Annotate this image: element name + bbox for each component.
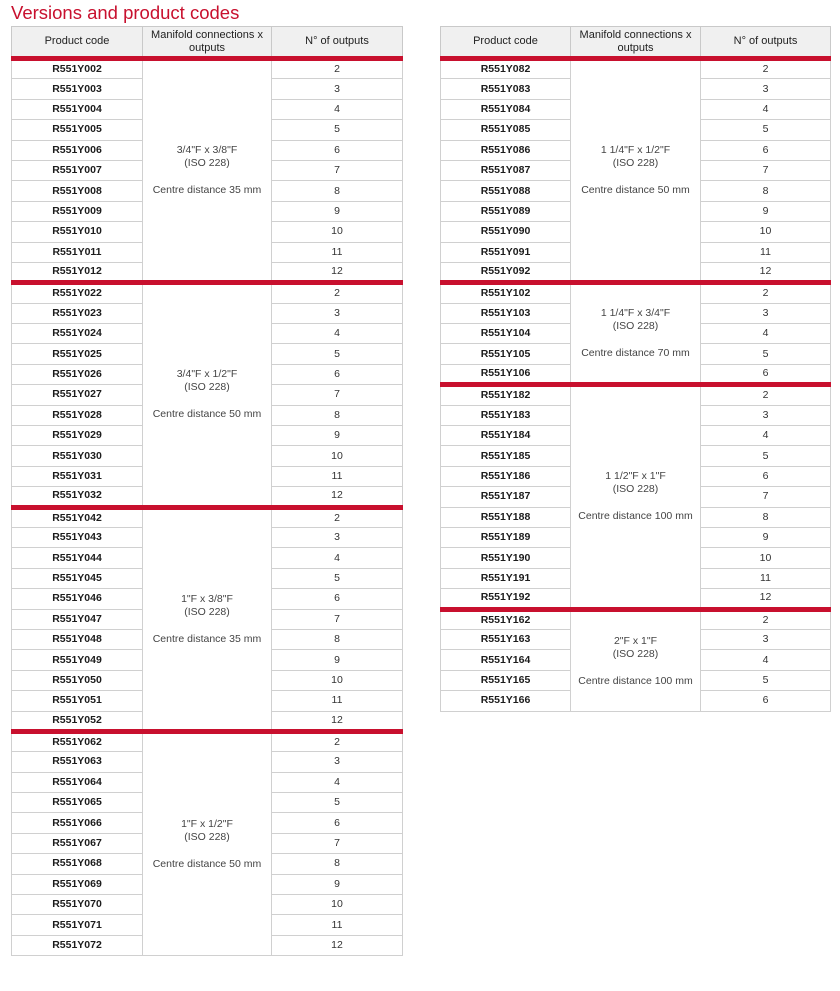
product-code-cell: R551Y010 (12, 222, 143, 242)
product-code-cell: R551Y082 (441, 59, 571, 79)
outputs-cell: 3 (701, 79, 831, 99)
outputs-cell: 9 (701, 201, 831, 221)
outputs-cell: 6 (701, 466, 831, 486)
outputs-cell: 5 (701, 446, 831, 466)
product-table-left (11, 26, 403, 956)
outputs-cell: 4 (272, 324, 403, 344)
outputs-cell: 7 (272, 160, 403, 180)
connection-size: 1"F x 3/8"F (181, 592, 233, 605)
product-code-cell: R551Y187 (441, 487, 571, 507)
centre-distance: Centre distance 35 mm (152, 632, 262, 645)
product-code-cell: R551Y184 (441, 426, 571, 446)
connection-size: 3/4"F x 1/2"F (176, 368, 238, 381)
outputs-cell: 11 (272, 915, 403, 935)
product-code-cell: R551Y030 (12, 446, 143, 466)
product-code-cell: R551Y183 (441, 405, 571, 425)
product-code-cell: R551Y028 (12, 405, 143, 425)
connection-standard: (ISO 228) (612, 157, 659, 170)
spacer (147, 619, 267, 633)
product-code-cell: R551Y007 (12, 160, 143, 180)
outputs-cell: 12 (272, 711, 403, 731)
connection-size: 1"F x 1/2"F (181, 818, 233, 831)
product-code-cell: R551Y045 (12, 568, 143, 588)
outputs-cell: 2 (272, 283, 403, 303)
product-code-cell: R551Y185 (441, 446, 571, 466)
header-connections: Manifold connections x outputs (143, 27, 272, 59)
outputs-cell: 10 (272, 670, 403, 690)
product-code-cell: R551Y027 (12, 385, 143, 405)
outputs-cell: 9 (272, 650, 403, 670)
product-code-cell: R551Y050 (12, 670, 143, 690)
outputs-cell: 2 (272, 731, 403, 751)
product-code-cell: R551Y186 (441, 466, 571, 486)
product-code-cell: R551Y192 (441, 589, 571, 609)
spacer (575, 170, 696, 184)
header-outputs: N° of outputs (272, 27, 403, 59)
product-code-cell: R551Y052 (12, 711, 143, 731)
product-code-cell: R551Y004 (12, 99, 143, 119)
connections-cell (143, 731, 272, 955)
header-product-code: Product code (12, 27, 143, 59)
connection-size: 1 1/4"F x 3/4"F (600, 307, 671, 320)
product-code-cell: R551Y106 (441, 364, 571, 384)
outputs-cell: 9 (272, 426, 403, 446)
product-code-cell: R551Y182 (441, 385, 571, 405)
outputs-cell: 11 (272, 691, 403, 711)
header-outputs: N° of outputs (701, 27, 831, 59)
product-code-cell: R551Y072 (12, 935, 143, 955)
outputs-cell: 11 (701, 242, 831, 262)
connection-size: 1 1/4"F x 1/2"F (600, 144, 671, 157)
centre-distance: Centre distance 100 mm (578, 510, 693, 523)
connection-standard: (ISO 228) (612, 647, 659, 660)
outputs-cell: 6 (701, 364, 831, 384)
outputs-cell: 8 (272, 181, 403, 201)
outputs-cell: 9 (701, 527, 831, 547)
connections-cell (571, 385, 701, 609)
product-code-cell: R551Y011 (12, 242, 143, 262)
spacer (575, 333, 696, 347)
product-code-cell: R551Y087 (441, 160, 571, 180)
outputs-cell: 4 (701, 324, 831, 344)
product-code-cell: R551Y067 (12, 833, 143, 853)
product-code-cell: R551Y166 (441, 691, 571, 711)
table-row (12, 507, 403, 527)
product-code-cell: R551Y002 (12, 59, 143, 79)
product-code-cell: R551Y066 (12, 813, 143, 833)
product-code-cell: R551Y092 (441, 262, 571, 282)
spacer (147, 170, 267, 184)
centre-distance: Centre distance 100 mm (578, 674, 693, 687)
outputs-cell: 3 (701, 405, 831, 425)
product-code-cell: R551Y164 (441, 650, 571, 670)
product-code-cell: R551Y032 (12, 487, 143, 507)
connection-size: 1 1/2"F x 1"F (605, 470, 666, 483)
outputs-cell: 4 (272, 548, 403, 568)
spacer (575, 661, 696, 675)
outputs-cell: 12 (701, 262, 831, 282)
table-row (12, 283, 403, 303)
outputs-cell: 9 (272, 874, 403, 894)
table-row (441, 609, 831, 629)
outputs-cell: 4 (701, 426, 831, 446)
outputs-cell: 5 (701, 120, 831, 140)
outputs-cell: 8 (701, 507, 831, 527)
connections-cell (143, 59, 272, 283)
header-row (12, 27, 403, 59)
header-connections: Manifold connections x outputs (571, 27, 701, 59)
outputs-cell: 7 (272, 609, 403, 629)
outputs-cell: 11 (272, 242, 403, 262)
product-code-cell: R551Y003 (12, 79, 143, 99)
product-code-cell: R551Y065 (12, 793, 143, 813)
product-code-cell: R551Y090 (441, 222, 571, 242)
connection-size: 3/4"F x 3/8"F (176, 144, 238, 157)
outputs-cell: 7 (701, 487, 831, 507)
product-code-cell: R551Y024 (12, 324, 143, 344)
product-code-cell: R551Y084 (441, 99, 571, 119)
outputs-cell: 3 (701, 629, 831, 649)
outputs-cell: 11 (701, 568, 831, 588)
product-code-cell: R551Y009 (12, 201, 143, 221)
product-code-cell: R551Y165 (441, 670, 571, 690)
outputs-cell: 2 (701, 59, 831, 79)
outputs-cell: 12 (272, 487, 403, 507)
connections-cell (143, 507, 272, 731)
outputs-cell: 3 (272, 303, 403, 323)
product-code-cell: R551Y089 (441, 201, 571, 221)
product-code-cell: R551Y023 (12, 303, 143, 323)
outputs-cell: 11 (272, 466, 403, 486)
outputs-cell: 5 (272, 568, 403, 588)
outputs-cell: 4 (701, 99, 831, 119)
product-code-cell: R551Y005 (12, 120, 143, 140)
product-code-cell: R551Y070 (12, 895, 143, 915)
product-code-cell: R551Y042 (12, 507, 143, 527)
product-code-cell: R551Y091 (441, 242, 571, 262)
outputs-cell: 4 (272, 772, 403, 792)
product-code-cell: R551Y071 (12, 915, 143, 935)
product-code-cell: R551Y102 (441, 283, 571, 303)
outputs-cell: 12 (272, 935, 403, 955)
product-code-cell: R551Y088 (441, 181, 571, 201)
table-row (12, 59, 403, 79)
centre-distance: Centre distance 50 mm (152, 858, 262, 871)
product-code-cell: R551Y069 (12, 874, 143, 894)
product-code-cell: R551Y083 (441, 79, 571, 99)
product-code-cell: R551Y105 (441, 344, 571, 364)
table-body (441, 59, 831, 712)
outputs-cell: 8 (272, 405, 403, 425)
connection-standard: (ISO 228) (612, 320, 659, 333)
product-code-cell: R551Y086 (441, 140, 571, 160)
header-row (441, 27, 831, 59)
product-table-right (440, 26, 831, 712)
connections-cell (571, 609, 701, 711)
product-code-cell: R551Y047 (12, 609, 143, 629)
product-code-cell: R551Y085 (441, 120, 571, 140)
product-code-cell: R551Y026 (12, 364, 143, 384)
product-code-cell: R551Y188 (441, 507, 571, 527)
product-code-cell: R551Y046 (12, 589, 143, 609)
product-code-cell: R551Y190 (441, 548, 571, 568)
product-code-cell: R551Y162 (441, 609, 571, 629)
outputs-cell: 7 (272, 833, 403, 853)
outputs-cell: 2 (701, 283, 831, 303)
outputs-cell: 2 (272, 507, 403, 527)
table-row (12, 731, 403, 751)
product-code-cell: R551Y025 (12, 344, 143, 364)
outputs-cell: 5 (272, 793, 403, 813)
outputs-cell: 10 (272, 895, 403, 915)
outputs-cell: 8 (701, 181, 831, 201)
table-row (441, 283, 831, 303)
outputs-cell: 9 (272, 201, 403, 221)
product-code-cell: R551Y189 (441, 527, 571, 547)
product-code-cell: R551Y063 (12, 752, 143, 772)
product-code-cell: R551Y048 (12, 629, 143, 649)
centre-distance: Centre distance 50 mm (581, 184, 690, 197)
centre-distance: Centre distance 70 mm (581, 347, 690, 360)
outputs-cell: 3 (272, 527, 403, 547)
centre-distance: Centre distance 35 mm (152, 184, 262, 197)
connections-cell (143, 283, 272, 507)
connection-size: 2"F x 1"F (613, 634, 658, 647)
outputs-cell: 5 (272, 344, 403, 364)
outputs-cell: 12 (272, 262, 403, 282)
outputs-cell: 2 (701, 385, 831, 405)
centre-distance: Centre distance 50 mm (152, 408, 262, 421)
product-code-cell: R551Y051 (12, 691, 143, 711)
outputs-cell: 7 (272, 385, 403, 405)
spacer (575, 496, 696, 510)
product-code-cell: R551Y068 (12, 854, 143, 874)
product-code-cell: R551Y008 (12, 181, 143, 201)
outputs-cell: 8 (272, 854, 403, 874)
connections-cell (571, 283, 701, 385)
spacer (147, 394, 267, 408)
outputs-cell: 2 (272, 59, 403, 79)
outputs-cell: 10 (272, 222, 403, 242)
connections-cell (571, 59, 701, 283)
product-code-cell: R551Y064 (12, 772, 143, 792)
table-row (441, 385, 831, 405)
outputs-cell: 12 (701, 589, 831, 609)
product-code-cell: R551Y049 (12, 650, 143, 670)
outputs-cell: 5 (272, 120, 403, 140)
product-code-cell: R551Y163 (441, 629, 571, 649)
connection-standard: (ISO 228) (184, 831, 230, 844)
outputs-cell: 3 (272, 752, 403, 772)
product-code-cell: R551Y043 (12, 527, 143, 547)
outputs-cell: 4 (701, 650, 831, 670)
outputs-cell: 4 (272, 99, 403, 119)
product-code-cell: R551Y022 (12, 283, 143, 303)
product-code-cell: R551Y012 (12, 262, 143, 282)
outputs-cell: 10 (701, 548, 831, 568)
product-code-cell: R551Y029 (12, 426, 143, 446)
product-code-cell: R551Y006 (12, 140, 143, 160)
product-code-cell: R551Y044 (12, 548, 143, 568)
table-body (12, 59, 403, 956)
outputs-cell: 6 (701, 691, 831, 711)
outputs-cell: 6 (272, 364, 403, 384)
outputs-cell: 5 (701, 670, 831, 690)
outputs-cell: 6 (272, 140, 403, 160)
outputs-cell: 5 (701, 344, 831, 364)
outputs-cell: 6 (272, 589, 403, 609)
header-product-code: Product code (441, 27, 571, 59)
outputs-cell: 2 (701, 609, 831, 629)
connection-standard: (ISO 228) (184, 605, 230, 618)
page-title: Versions and product codes (11, 2, 240, 23)
outputs-cell: 3 (272, 79, 403, 99)
outputs-cell: 6 (701, 140, 831, 160)
table-row (441, 59, 831, 79)
outputs-cell: 10 (701, 222, 831, 242)
product-code-cell: R551Y191 (441, 568, 571, 588)
outputs-cell: 10 (272, 446, 403, 466)
product-code-cell: R551Y104 (441, 324, 571, 344)
product-code-cell: R551Y031 (12, 466, 143, 486)
outputs-cell: 6 (272, 813, 403, 833)
outputs-cell: 3 (701, 303, 831, 323)
connection-standard: (ISO 228) (184, 381, 230, 394)
connection-standard: (ISO 228) (612, 483, 659, 496)
product-code-cell: R551Y062 (12, 731, 143, 751)
connection-standard: (ISO 228) (184, 157, 230, 170)
spacer (147, 844, 267, 858)
outputs-cell: 7 (701, 160, 831, 180)
product-code-cell: R551Y103 (441, 303, 571, 323)
outputs-cell: 8 (272, 629, 403, 649)
